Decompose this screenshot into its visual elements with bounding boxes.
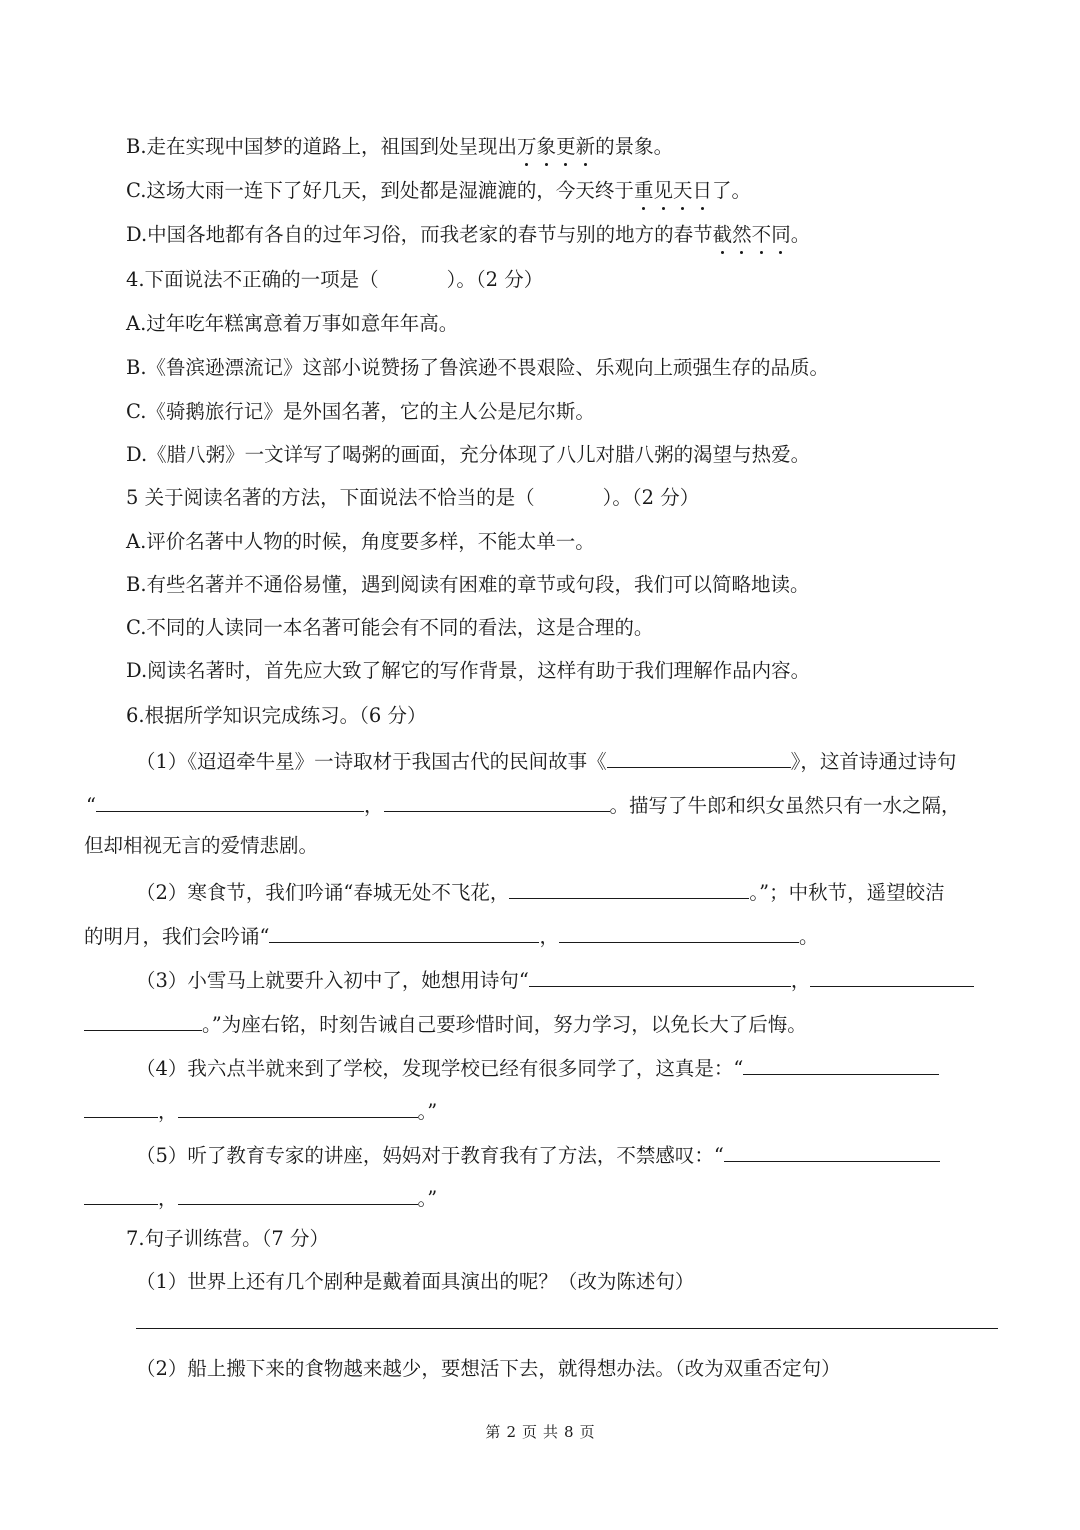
q6-part3-line2: 。”为座右铭，时刻告诫自己要珍惜时间，努力学习，以免长大了后悔。 (84, 1008, 807, 1036)
fill-blank[interactable] (269, 920, 539, 943)
emphasis-char: 不 (752, 221, 772, 249)
fill-blank[interactable] (529, 964, 791, 987)
q6-part1-line2: “ ， 。描写了牛郎和织女虽然只有一水之隔， (86, 789, 961, 817)
emphasis-char: 天 (673, 177, 693, 205)
fill-blank[interactable] (84, 1182, 158, 1205)
answer-line[interactable] (136, 1328, 998, 1329)
fill-blank[interactable] (84, 1095, 158, 1118)
q7-sentence-2: （2）船上搬下来的食物越来越少，要想活下去，就得想办法。（改为双重否定句） (136, 1357, 841, 1380)
q6-part2-line1: （2）寒食节，我们吟诵“春城无处不飞花， 。”；中秋节，遥望皎洁 (136, 876, 945, 904)
fill-blank[interactable] (178, 1095, 418, 1118)
q4-option-c: C.《骑鹅旅行记》是外国名著，它的主人公是尼尔斯。 (126, 400, 595, 423)
q6-part1-line3: 但却相视无言的爱情悲剧。 (84, 834, 319, 857)
q6-part3-line1: （3）小雪马上就要升入初中了，她想用诗句“ ， (136, 964, 974, 992)
fill-blank[interactable] (96, 789, 364, 812)
q4-option-d: D.《腊八粥》一文详写了喝粥的画面，充分体现了八儿对腊八粥的渴望与热爱。 (126, 443, 811, 466)
page-number: 2 (506, 1423, 516, 1441)
emphasis-char: 然 (732, 221, 752, 249)
q6-title: 6.根据所学知识完成练习。（6 分） (126, 704, 427, 727)
q7-sentence-1: （1）世界上还有几个剧种是戴着面具演出的呢？（改为陈述句） (136, 1270, 695, 1293)
fill-blank[interactable] (810, 964, 974, 987)
q3-option-b: B.走在实现中国梦的道路上，祖国到处呈现出万象更新的景象。 (126, 133, 673, 161)
q4-option-a: A.过年吃年糕寓意着万事如意年年高。 (126, 312, 459, 335)
q5-stem: 5 关于阅读名著的方法，下面说法不恰当的是（ ）。（2 分） (126, 486, 700, 509)
fill-blank[interactable] (384, 789, 610, 812)
emphasis-char: 万 (517, 133, 537, 161)
q6-part2-line2: 的明月，我们会吟诵“ ， 。 (84, 920, 819, 948)
emphasis-char: 新 (576, 133, 596, 161)
q3-option-d: D.中国各地都有各自的过年习俗，而我老家的春节与别的地方的春节截然不同。 (126, 221, 810, 249)
emphasis-char: 重 (634, 177, 654, 205)
q6-part1-line1: （1）《迢迢牵牛星》一诗取材于我国古代的民间故事《 》，这首诗通过诗句 (136, 745, 956, 773)
fill-blank[interactable] (724, 1139, 940, 1162)
q6-part5-line2: ， 。” (84, 1182, 437, 1210)
q5-option-a: A.评价名著中人物的时候，角度要多样，不能太单一。 (126, 530, 595, 553)
emphasis-char: 截 (713, 221, 733, 249)
q5-option-b: B.有些名著并不通俗易懂，遇到阅读有困难的章节或句段，我们可以简略地读。 (126, 573, 810, 596)
q5-option-d: D.阅读名著时，首先应大致了解它的写作背景，这样有助于我们理解作品内容。 (126, 659, 811, 682)
fill-blank[interactable] (743, 1052, 939, 1075)
emphasis-char: 更 (556, 133, 576, 161)
emphasis-char: 见 (653, 177, 673, 205)
q6-part5-line1: （5）听了教育专家的讲座，妈妈对于教育我有了方法，不禁感叹：“ (136, 1139, 940, 1167)
q4-option-b: B.《鲁滨逊漂流记》这部小说赞扬了鲁滨逊不畏艰险、乐观向上顽强生存的品质。 (126, 356, 830, 379)
emphasis-char: 同 (771, 221, 791, 249)
page-total: 8 (564, 1423, 574, 1441)
fill-blank[interactable] (178, 1182, 418, 1205)
fill-blank[interactable] (559, 920, 799, 943)
q4-stem: 4.下面说法不正确的一项是（ ）。（2 分） (126, 268, 544, 291)
q7-title: 7.句子训练营。（7 分） (126, 1227, 329, 1250)
q6-part4-line2: ， 。” (84, 1095, 437, 1123)
fill-blank[interactable] (509, 876, 749, 899)
page-footer: 第 2 页 共 8 页 (485, 1423, 595, 1441)
fill-blank[interactable] (607, 745, 791, 768)
emphasis-char: 象 (537, 133, 557, 161)
emphasis-char: 日 (692, 177, 712, 205)
q6-part4-line1: （4）我六点半就来到了学校，发现学校已经有很多同学了，这真是：“ (136, 1052, 939, 1080)
q3-option-c: C.这场大雨一连下了好几天，到处都是湿漉漉的，今天终于重见天日了。 (126, 177, 751, 205)
fill-blank[interactable] (84, 1008, 202, 1031)
q5-option-c: C.不同的人读同一本名著可能会有不同的看法，这是合理的。 (126, 616, 654, 639)
